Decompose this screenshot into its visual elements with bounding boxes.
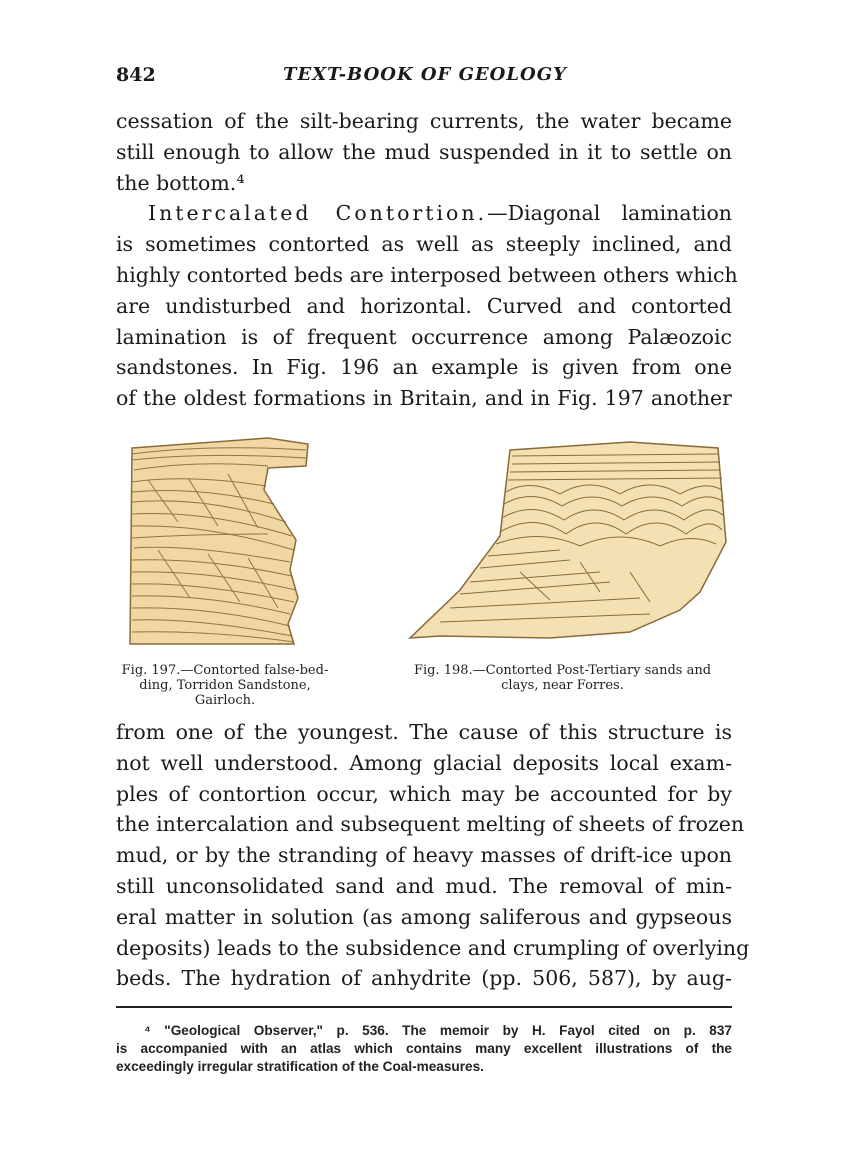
text-line: of the oldest formations in Britain, and in Fig. 197 another [116,386,732,411]
text-line: is sometimes contorted as well as steeply inclined, and [116,232,732,257]
text-line: are undisturbed and horizontal. Curved and contorted [116,293,732,318]
caption-line: Fig. 197.—Contorted false-bed- [121,663,329,678]
text-line: mud, or by the stranding of heavy masses of drift-ice upon [116,843,732,868]
text-line: the bottom.⁴ [116,170,245,195]
text-line: —Diagonal lamination [487,201,732,226]
figure-197-caption [110,663,340,708]
footnote [116,1022,732,1076]
body-paragraph-bottom [116,717,750,994]
footnote-line: is accompanied with an atlas which contains many excellent illustrations of the [116,1041,732,1056]
contorted-sands-drawing [400,432,730,650]
figure-198-caption [390,663,735,693]
footnote-rule [116,1006,732,1008]
caption-line: ding, Torridon Sandstone, [139,678,311,693]
text-line: from one of the youngest. The cause of this structure is [116,720,732,744]
caption-line: Gairloch. [194,693,256,708]
footnote-line: ⁴ "Geological Observer," p. 536. The memoir by H. Fayol cited on p. 837 [144,1023,732,1038]
text-line: sandstones. In Fig. 196 an example is given from one [116,355,732,380]
text-line: beds. The hydration of anhydrite (pp. 506, 587), by aug- [116,966,732,991]
body-paragraph-top [116,106,738,414]
footnote-line: exceedingly irregular stratification of the Coal-measures. [116,1059,484,1074]
caption-line: Fig. 198.—Contorted Post-Tertiary sands and [413,663,712,678]
text-line: lamination is of frequent occurrence among Palæozoic [116,324,732,349]
figure-198-illustration [400,432,730,650]
text-line: not well understood. Among glacial deposits local exam- [116,750,732,775]
text-line: ples of contortion occur, which may be accounted for by [116,781,732,806]
text-line: eral matter in solution (as among saliferous and gypseous [116,904,732,929]
section-first-line [116,198,732,229]
running-head: TEXT-BOOK OF GEOLOGY [283,64,567,85]
text-line: still enough to allow the mud suspended in it to settle on [116,139,732,164]
text-line: still unconsolidated sand and mud. The removal of min- [116,873,732,898]
text-line: deposits) leads to the subsidence and crumpling of overlying [116,935,750,960]
figure-197-illustration [118,430,318,652]
text-line: cessation of the silt-bearing currents, the water became [116,109,732,133]
caption-line: clays, near Forres. [501,678,624,693]
text-line: the intercalation and subsequent melting of sheets of frozen [116,812,745,837]
text-line: highly contorted beds are interposed between others which [116,262,738,287]
false-bedding-drawing [118,430,318,652]
section-heading: Intercalated Contortion. [148,201,488,226]
page-number: 842 [116,64,156,86]
